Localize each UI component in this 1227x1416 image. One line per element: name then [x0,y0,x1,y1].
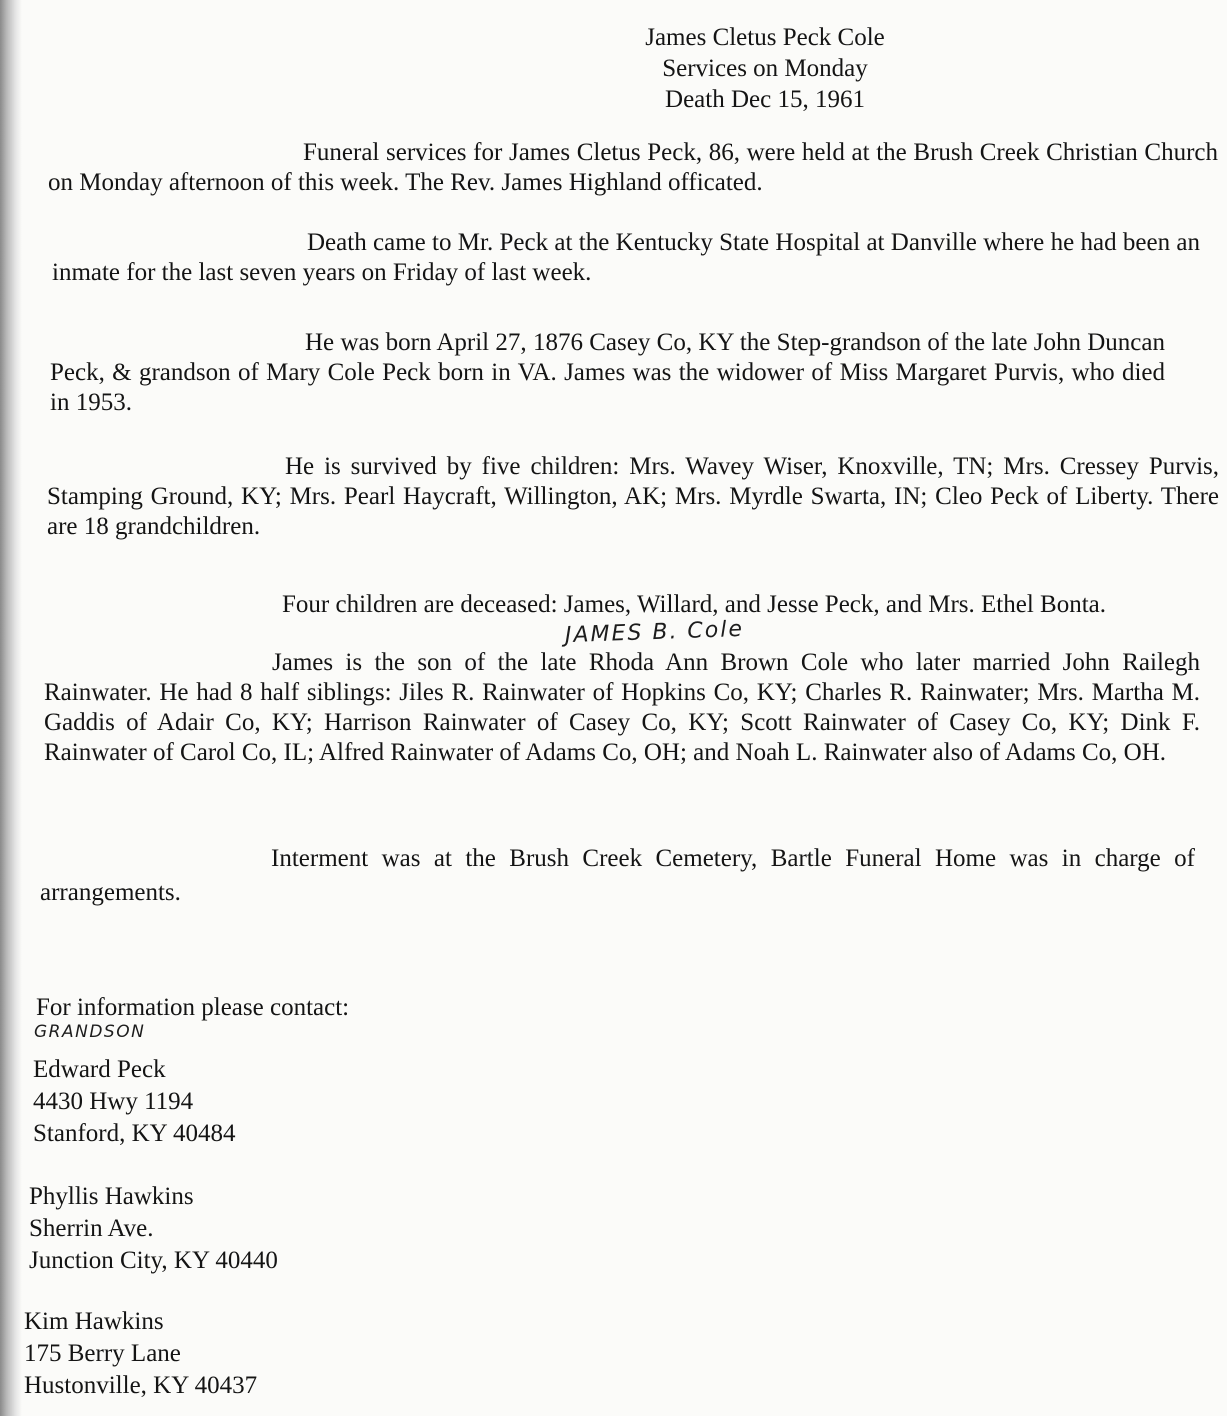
paragraph-survivors: He is survived by five children: Mrs. Wavey Wiser, Knoxville, TN; Mrs. Cressey Purvis, Stamping Ground, KY; Mrs. Pearl Haycraft, Willington, AK; Mrs. Myrdle Swarta, IN; Cleo Peck of Liberty. There are 18 grandchildren. [47,453,1219,540]
paragraph-death: Death came to Mr. Peck at the Kentucky State Hospital at Danville where he had been an inmate for the last seven years on Friday of last week. [52,229,1200,286]
paragraph-deceased-children: Four children are deceased: James, Willard, and Jesse Peck, and Mrs. Ethel Bonta. [282,591,1106,618]
death-date: Death Dec 15, 1961 [665,86,865,113]
deceased-name: James Cletus Peck Cole [645,24,885,51]
contact-name: Phyllis Hawkins [29,1183,194,1210]
contact-city: Stanford, KY 40484 [33,1120,236,1147]
paragraph-interment: Interment was at the Brush Creek Cemetery, Bartle Funeral Home was in charge of arrangements. [40,845,1195,906]
contact-block [33,1054,236,1150]
services-line: Services on Monday [662,55,868,82]
contact-city: Hustonville, KY 40437 [24,1372,258,1399]
document-header [560,22,970,115]
paragraph-birth: He was born April 27, 1876 Casey Co, KY the Step-grandson of the late John Duncan Peck, & grandson of Mary Cole Peck born in VA. James was the widower of Miss Margaret Purvis, who died in 1953. [50,329,1165,416]
contact-name: Edward Peck [33,1056,166,1083]
contact-city: Junction City, KY 40440 [29,1247,278,1274]
handwritten-grandson-note: GRANDSON [34,1022,146,1042]
contact-block [29,1181,278,1277]
contact-block [24,1306,257,1402]
contact-street: Sherrin Ave. [29,1215,154,1242]
contact-street: 175 Berry Lane [24,1340,181,1367]
contact-name: Kim Hawkins [24,1308,164,1335]
paragraph-parents-siblings: James is the son of the late Rhoda Ann Brown Cole who later married John Railegh Rainwater. He had 8 half siblings: Jiles R. Rainwater of Hopkins Co, KY; Charles R. Rainwater; Mrs. Martha M. Gaddis of Adair Co, KY; Harrison Rainwater of Casey Co, KY; Scott Rainwater of Casey Co, KY; Dink F. Rainwater of Carol Co, IL; Alfred Rainwater of Adams Co, OH; and Noah L. Rainwater also of Adams Co, OH. [44,649,1200,766]
paragraph-funeral-services: Funeral services for James Cletus Peck, 86, were held at the Brush Creek Christian Church on Monday afternoon of this week. The Rev. James Highland officated. [48,139,1218,196]
contact-street: 4430 Hwy 1194 [33,1088,194,1115]
contact-intro: For information please contact: [36,994,350,1021]
handwritten-name-note: JAMES B. Cole [564,616,745,649]
